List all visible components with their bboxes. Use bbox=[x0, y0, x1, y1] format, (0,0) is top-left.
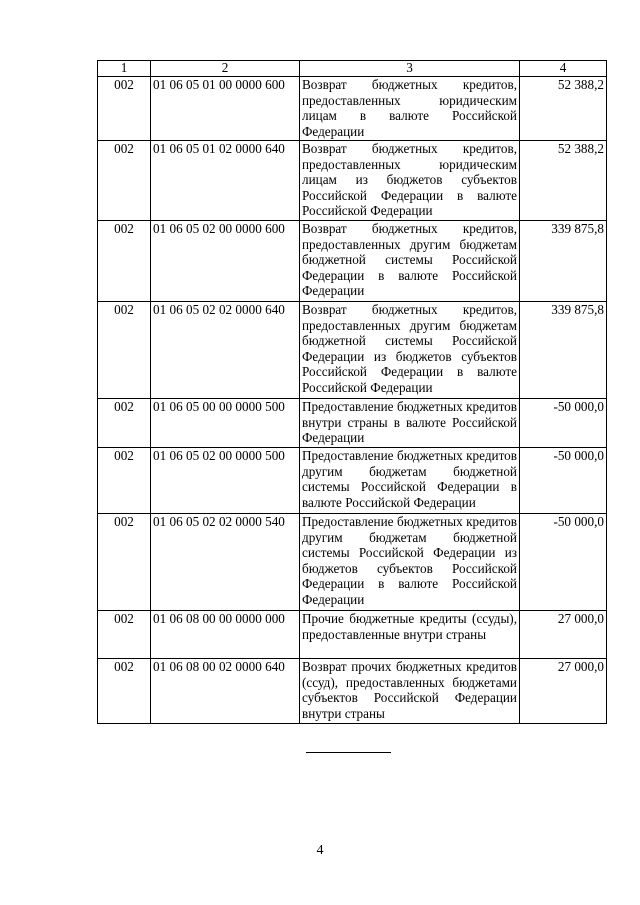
table-row bbox=[98, 302, 607, 399]
item-name: Возврат прочих бюджетных кредитов (ссуд), предоставленных бюджетами субъектов Российской Федерации внутри страны bbox=[300, 659, 520, 724]
header-col-4: 4 bbox=[520, 61, 607, 77]
table-body bbox=[98, 77, 607, 724]
item-name: Прочие бюджетные кредиты (ссуды), предоставленные внутри страны bbox=[300, 611, 520, 659]
budget-classification-code: 01 06 05 02 02 0000 540 bbox=[151, 514, 300, 611]
admin-code: 002 bbox=[98, 659, 151, 724]
header-col-1: 1 bbox=[98, 61, 151, 77]
table-row bbox=[98, 141, 607, 221]
item-name: Возврат бюджетных кредитов, предоставленных юридическим лицам в валюте Российской Федерации bbox=[300, 77, 520, 141]
amount: 27 000,0 bbox=[520, 611, 607, 659]
header-row bbox=[98, 61, 607, 77]
table-row bbox=[98, 611, 607, 659]
header-col-3: 3 bbox=[300, 61, 520, 77]
amount: 27 000,0 bbox=[520, 659, 607, 724]
budget-classification-code: 01 06 05 02 02 0000 640 bbox=[151, 302, 300, 399]
item-name: Предоставление бюджетных кредитов другим бюджетам бюджетной системы Российской Федерации в валюте Российской Федерации bbox=[300, 448, 520, 514]
budget-classification-code: 01 06 08 00 02 0000 640 bbox=[151, 659, 300, 724]
admin-code: 002 bbox=[98, 141, 151, 221]
item-name: Предоставление бюджетных кредитов другим бюджетам бюджетной системы Российской Федерации из бюджетов субъектов Российской Федерации в валюте Российской Федерации bbox=[300, 514, 520, 611]
table-row bbox=[98, 221, 607, 302]
item-name: Возврат бюджетных кредитов, предоставленных другим бюджетам бюджетной системы Российской Федерации из бюджетов субъектов Российской Федерации в валюте Российской Федерации bbox=[300, 302, 520, 399]
budget-classification-code: 01 06 05 01 00 0000 600 bbox=[151, 77, 300, 141]
table-row bbox=[98, 659, 607, 724]
table-row bbox=[98, 514, 607, 611]
table-row bbox=[98, 399, 607, 448]
amount: 339 875,8 bbox=[520, 302, 607, 399]
table-row bbox=[98, 448, 607, 514]
budget-classification-code: 01 06 05 02 00 0000 500 bbox=[151, 448, 300, 514]
admin-code: 002 bbox=[98, 448, 151, 514]
admin-code: 002 bbox=[98, 302, 151, 399]
budget-classification-code: 01 06 05 01 02 0000 640 bbox=[151, 141, 300, 221]
item-name: Предоставление бюджетных кредитов внутри страны в валюте Российской Федерации bbox=[300, 399, 520, 448]
budget-classification-code: 01 06 05 00 00 0000 500 bbox=[151, 399, 300, 448]
admin-code: 002 bbox=[98, 611, 151, 659]
item-name: Возврат бюджетных кредитов, предоставленных другим бюджетам бюджетной системы Российской Федерации в валюте Российской Федерации bbox=[300, 221, 520, 302]
amount: 52 388,2 bbox=[520, 141, 607, 221]
table-row bbox=[98, 77, 607, 141]
amount: 339 875,8 bbox=[520, 221, 607, 302]
header-col-2: 2 bbox=[151, 61, 300, 77]
page-number: 4 bbox=[316, 843, 324, 858]
amount: -50 000,0 bbox=[520, 448, 607, 514]
item-name: Возврат бюджетных кредитов, предоставленных юридическим лицам из бюджетов субъектов Российской Федерации в валюте Российской Федерации bbox=[300, 141, 520, 221]
amount: -50 000,0 bbox=[520, 399, 607, 448]
admin-code: 002 bbox=[98, 399, 151, 448]
budget-classification-code: 01 06 08 00 00 0000 000 bbox=[151, 611, 300, 659]
amount: -50 000,0 bbox=[520, 514, 607, 611]
footer-divider bbox=[306, 752, 391, 753]
admin-code: 002 bbox=[98, 514, 151, 611]
admin-code: 002 bbox=[98, 77, 151, 141]
table-header bbox=[98, 61, 607, 77]
amount: 52 388,2 bbox=[520, 77, 607, 141]
budget-classification-code: 01 06 05 02 00 0000 600 bbox=[151, 221, 300, 302]
admin-code: 002 bbox=[98, 221, 151, 302]
budget-table bbox=[97, 60, 607, 724]
